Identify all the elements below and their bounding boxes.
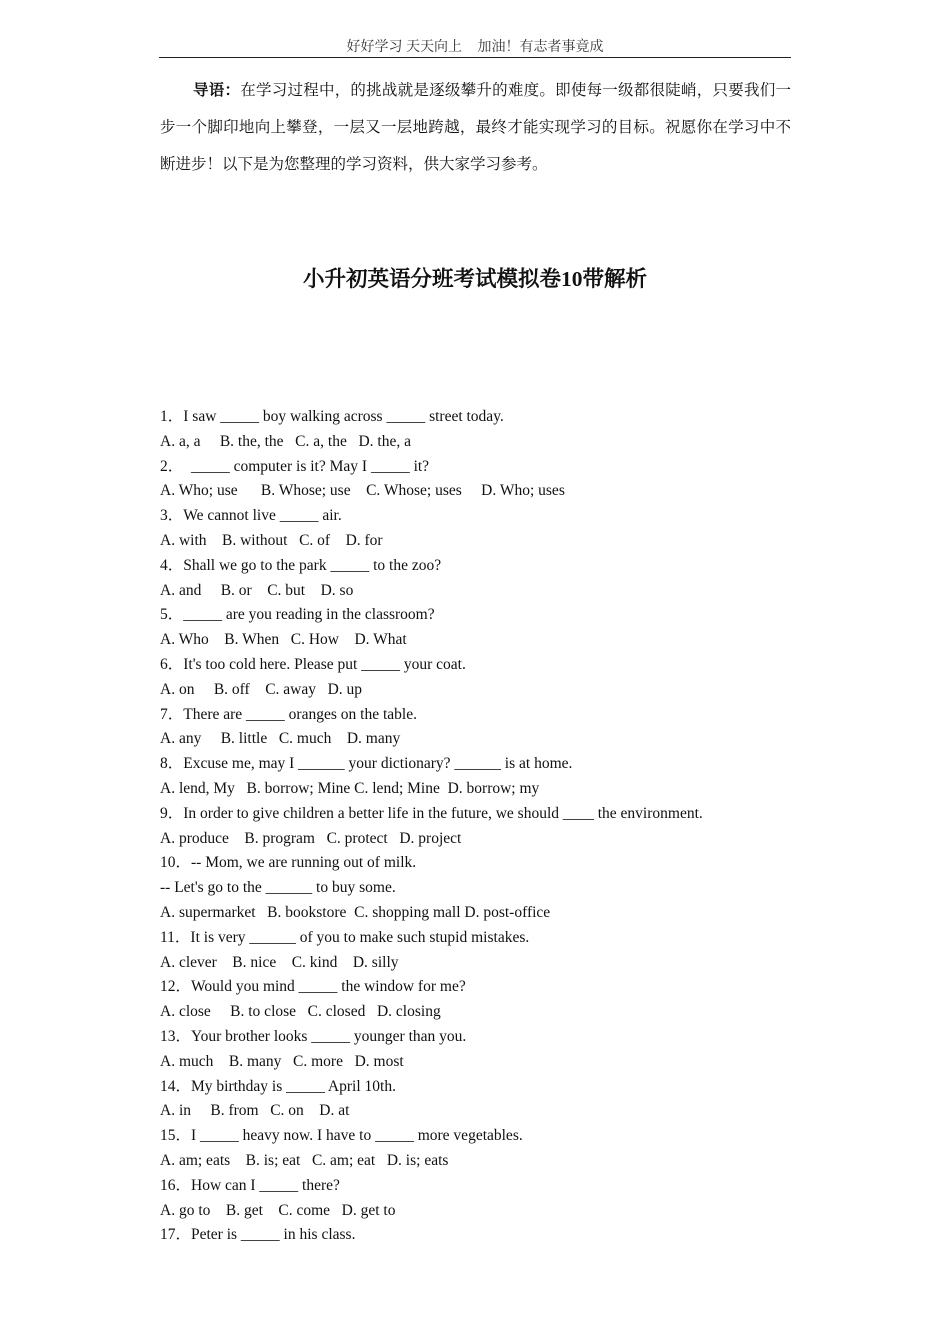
answer-options: A. lend, My B. borrow; Mine C. lend; Mine D. borrow; my <box>160 779 540 797</box>
page-header <box>159 38 791 58</box>
intro-paragraph <box>160 72 791 183</box>
question-text: 10．-- Mom, we are running out of milk. <box>160 854 417 872</box>
question-text: 7．There are _____ oranges on the table. <box>160 705 417 723</box>
answer-options: A. supermarket B. bookstore C. shopping mall D. post-office <box>160 903 551 921</box>
intro-lead: 导语： <box>193 82 241 99</box>
question-text: 9．In order to give children a better life in the future, we should ____ the environment. <box>160 804 703 822</box>
answer-options: A. a, a B. the, the C. a, the D. the, a <box>160 432 411 450</box>
document-title: 小升初英语分班考试模拟卷10带解析 <box>302 267 647 291</box>
answer-options: A. on B. off C. away D. up <box>160 680 363 698</box>
question-text: 17．Peter is _____ in his class. <box>160 1226 356 1244</box>
question-text: 1．I saw _____ boy walking across _____ street today. <box>160 408 504 425</box>
answer-options: A. close B. to close C. closed D. closing <box>160 1003 441 1021</box>
question-text: 3．We cannot live _____ air. <box>160 507 342 525</box>
answer-options: A. Who; use B. Whose; use C. Whose; uses D. Who; uses <box>160 482 565 500</box>
question-text: 8．Excuse me, may I ______ your dictionary? ______ is at home. <box>160 755 573 773</box>
intro-text: 在学习过程中，的挑战就是逐级攀升的难度。即使每一级都很陡峭，只要我们一步一个脚印地向上攀登，一层又一层地跨越，最终才能实现学习的目标。祝愿你在学习中不断进步！以下是为您整理的学习资料，供大家学习参考。 <box>160 82 791 173</box>
question-text: 6．It's too cold here. Please put _____ your coat. <box>160 655 466 673</box>
question-text: 13．Your brother looks _____ younger than you. <box>160 1027 467 1045</box>
question-text: 16．How can I _____ there? <box>160 1176 340 1194</box>
question-text: 12．Would you mind _____ the window for me? <box>160 978 466 996</box>
answer-options: A. in B. from C. on D. at <box>160 1102 350 1120</box>
header-motto-right: 加油！有志者事竟成 <box>477 40 604 55</box>
question-text: 14．My birthday is _____ April 10th. <box>160 1077 396 1095</box>
answer-options: A. produce B. program C. protect D. project <box>160 829 462 847</box>
question-text: 15．I _____ heavy now. I have to _____ more vegetables. <box>160 1127 523 1145</box>
question-text: -- Let's go to the ______ to buy some. <box>160 879 396 897</box>
answer-options: A. Who B. When C. How D. What <box>160 631 407 649</box>
answer-options: A. and B. or C. but D. so <box>160 581 354 599</box>
header-motto-left: 好好学习 天天向上 <box>346 40 462 55</box>
question-list <box>160 405 800 1248</box>
question-text: 5．_____ are you reading in the classroom? <box>160 606 435 624</box>
question-text: 11．It is very ______ of you to make such stupid mistakes. <box>160 928 530 946</box>
answer-options: A. with B. without C. of D. for <box>160 531 383 549</box>
answer-options: A. go to B. get C. come D. get to <box>160 1201 396 1219</box>
answer-options: A. clever B. nice C. kind D. silly <box>160 953 399 971</box>
question-text: 4．Shall we go to the park _____ to the zoo? <box>160 556 442 574</box>
answer-options: A. am; eats B. is; eat C. am; eat D. is; eats <box>160 1151 449 1169</box>
question-text: 2． _____ computer is it? May I _____ it? <box>160 457 430 475</box>
answer-options: A. any B. little C. much D. many <box>160 730 401 748</box>
answer-options: A. much B. many C. more D. most <box>160 1052 404 1070</box>
